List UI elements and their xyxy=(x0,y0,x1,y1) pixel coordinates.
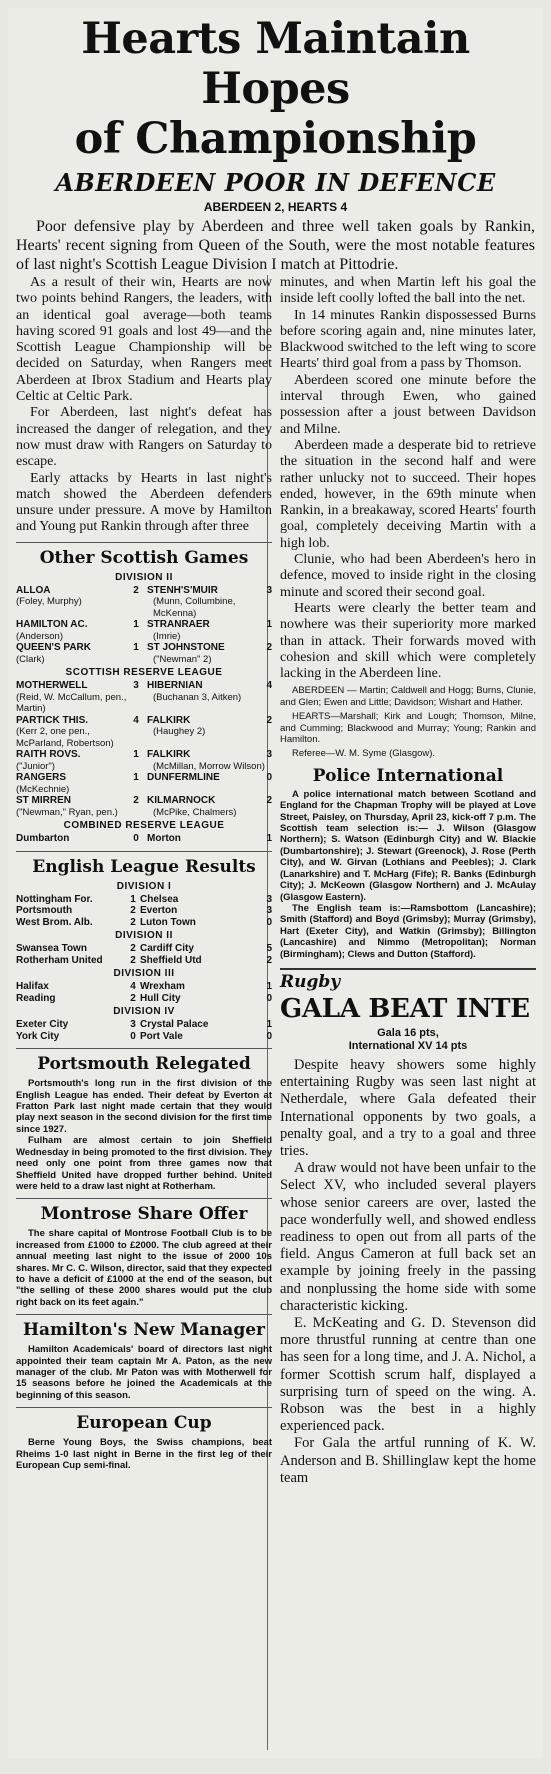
away-score: 0 xyxy=(266,916,272,928)
away-team: FALKIRK xyxy=(147,714,191,726)
police-paragraph: A police international match between Scotland and England for the Chapman Trophy will be played at Love Street, Paisley, on Thursday, April 23, kick-off 7 p.m. The Scottish team selection is:— J. Wilson (Glasgow Northern); S. Watson (Edinburgh City) and W. Blackie (Dumbartonshire); J. Stewart (Greenock), J. Rose (Perth City), and W. Girvan (Lothians and Peebles); J. Clark (Lanarkshire) and T. McHarg (Fife); R. Banks (Edinburgh City); J. McKeown (Glasgow Northern) and J. McAulay (Glasgow Eastern). xyxy=(280,788,536,903)
rugby-score-line-2: International XV 14 pts xyxy=(348,1039,468,1052)
portsmouth-paragraph: Fulham are almost certain to join Sheffield Wednesday in being promoted to the first division. They need only one point from three games now that Sheffield United have dropped further behind. United were held to a draw last night at Rotherham. xyxy=(16,1135,272,1192)
report-paragraph: For Aberdeen, last night's defeat has increased the danger of relegation, and they now must draw with Rangers on Saturday to escape. xyxy=(16,405,272,470)
result-row xyxy=(16,905,272,917)
home-score: 4 xyxy=(130,981,136,993)
home-score: 1 xyxy=(133,619,139,631)
away-team: Cardiff City xyxy=(140,943,194,955)
division-label: DIVISION IV xyxy=(113,1006,175,1018)
report-paragraph: Early attacks by Hearts in last night's match showed the Aberdeen defenders unsure under pressure. A move by Hamilton and Young put Rankin through after three xyxy=(16,470,272,535)
scorers-row xyxy=(16,761,272,773)
result-row xyxy=(16,917,272,929)
away-team: Port Vale xyxy=(140,1030,183,1042)
away-team: Sheffield Utd xyxy=(140,954,202,966)
away-score: 0 xyxy=(266,772,272,784)
result-row xyxy=(16,619,272,631)
headline-line-2: of Championship xyxy=(74,114,477,164)
away-scorers: (Munn, Collumbine, McKenna) xyxy=(153,596,236,619)
away-scorers: ("Newman" 2) xyxy=(153,653,212,665)
scottish-reserve-results xyxy=(16,680,272,818)
english-results xyxy=(16,881,272,1043)
home-team: Reading xyxy=(16,992,56,1004)
rugby-paragraph: E. McKeating and G. D. Stevenson did more thrustful running at centre than one has seen for a long time, and J. A. Nichol, a former Scottish scrum half, displayed a surprising turn of speed on the wing. A. Robson was the best in a highly experienced pack. xyxy=(280,1315,536,1435)
home-score: 1 xyxy=(133,772,139,784)
result-row xyxy=(16,715,272,727)
away-scorers: (McMillan, Morrow Wilson) xyxy=(153,760,265,772)
division-label: DIVISION II xyxy=(115,571,173,583)
away-scorers: (Haughey 2) xyxy=(153,726,206,738)
headline-line-1: Hearts Maintain Hopes xyxy=(81,14,470,114)
home-scorers: ("Junior") xyxy=(16,760,55,772)
result-row xyxy=(16,749,272,761)
home-score: 2 xyxy=(130,916,136,928)
away-team: DUNFERMLINE xyxy=(147,772,220,784)
result-row xyxy=(16,642,272,654)
away-team: STENH'S'MUIR xyxy=(147,584,218,596)
european-cup-title: European Cup xyxy=(16,1407,272,1433)
away-team: HIBERNIAN xyxy=(147,680,203,692)
away-score: 0 xyxy=(266,1030,272,1042)
away-team: Luton Town xyxy=(140,916,196,928)
combined-reserve-results xyxy=(16,833,272,845)
home-team: RAITH ROVS. xyxy=(16,749,81,761)
away-team: Morton xyxy=(147,833,181,845)
away-score: 3 xyxy=(266,893,272,905)
scottish-div2-results xyxy=(16,585,272,666)
report-paragraph: In 14 minutes Rankin dispossessed Burns before scoring again and, nine minutes later, Blackwood switched to the left wing to score Hearts' third goal from a pass by Thomson. xyxy=(280,307,536,372)
home-team: PARTICK THIS. xyxy=(16,714,89,726)
report-paragraph: Aberdeen made a desperate bid to retrieve the situation in the second half and were rather unlucky not to succeed. Their hopes ended, however, in the 69th minute when Rankin, in a breakaway, scored Hearts' fourth goal, completely deceiving Martin with a high lob. xyxy=(280,437,536,551)
home-team: RANGERS xyxy=(16,772,67,784)
away-scorers: (Imrie) xyxy=(153,630,181,642)
home-team: Rotherham United xyxy=(16,954,103,966)
division-label: DIVISION II xyxy=(115,930,173,942)
montrose-title: Montrose Share Offer xyxy=(16,1198,272,1224)
division-label: SCOTTISH RESERVE LEAGUE xyxy=(65,667,223,679)
scorers-row xyxy=(16,631,272,643)
report-paragraph: Clunie, who had been Aberdeen's hero in defence, moved to inside right in the closing minute and scored their second goal. xyxy=(280,552,536,600)
away-team: STRANRAER xyxy=(147,619,210,631)
result-row xyxy=(16,993,272,1005)
division-label: COMBINED RESERVE LEAGUE xyxy=(63,820,225,832)
score-line: ABERDEEN 2, HEARTS 4 xyxy=(203,200,348,214)
report-paragraph: As a result of their win, Hearts are now two points behind Rangers, the leaders, with an identical goal average—both teams having scored 91 goals and lost 49—and the Scottish League Championship will be decided on Saturday, when Rangers meet Aberdeen at Ibrox Stadium and Hearts play Celtic at Celtic Park. xyxy=(16,275,272,405)
home-team: West Brom. Alb. xyxy=(16,916,93,928)
result-row xyxy=(16,894,272,906)
home-team: Halifax xyxy=(16,981,49,993)
home-team: Nottingham For. xyxy=(16,893,93,905)
result-row xyxy=(16,943,272,955)
home-scorers: ("Newman," Ryan, pen.) xyxy=(16,806,118,818)
result-row xyxy=(16,1019,272,1031)
away-score: 1 xyxy=(266,833,272,845)
home-score: 1 xyxy=(130,893,136,905)
scorers-row xyxy=(16,692,272,715)
away-scorers xyxy=(135,784,272,796)
result-row xyxy=(16,772,272,784)
home-score: 2 xyxy=(130,905,136,917)
home-scorers: (Anderson) xyxy=(16,630,63,642)
away-score: 0 xyxy=(266,992,272,1004)
away-team: FALKIRK xyxy=(147,749,191,761)
scorers-row xyxy=(16,784,272,796)
home-team: ALLOA xyxy=(16,584,51,596)
other-games-title: Other Scottish Games xyxy=(16,542,272,568)
away-score: 1 xyxy=(266,619,272,631)
rugby-headline: GALA BEAT INTE xyxy=(280,993,530,1024)
rugby-paragraph: For Gala the artful running of K. W. Anderson and B. Shillinglaw kept the home team xyxy=(280,1435,536,1486)
home-team: Portsmouth xyxy=(16,905,73,917)
home-score: 2 xyxy=(133,795,139,807)
away-team: Wrexham xyxy=(140,981,185,993)
home-score: 3 xyxy=(133,680,139,692)
rugby-score-line-1: Gala 16 pts, xyxy=(377,1026,439,1039)
home-scorers: (Clark) xyxy=(16,653,45,665)
police-paragraph: The English team is:—Ramsbottom (Lancashire); Smith (Stafford) and Boyd (Grimsby); Murray (Grimsby), Hart (Exeter City), and Watkin (Grimsby); Billington (Lancashire) and Nimmo (Metropolitan); Norman (Birmingham); Clews and Dutton (Stafford). xyxy=(280,902,536,960)
scorers-row xyxy=(16,596,272,619)
result-row xyxy=(16,981,272,993)
home-score: 2 xyxy=(130,943,136,955)
away-team: Chelsea xyxy=(140,893,179,905)
home-team: Exeter City xyxy=(16,1019,69,1031)
away-team: ST JOHNSTONE xyxy=(147,642,225,654)
scorers-row xyxy=(16,726,272,749)
away-score: 1 xyxy=(266,1019,272,1031)
result-row xyxy=(16,833,272,845)
home-score: 2 xyxy=(130,992,136,1004)
hearts-team: HEARTS—Marshall; Kirk and Lough; Thomson, Milne, and Cumming; Blackwood and Murray; Young; Rankin and Hamilton. xyxy=(280,711,536,746)
left-column xyxy=(16,275,272,1471)
away-score: 5 xyxy=(266,943,272,955)
home-team: QUEEN'S PARK xyxy=(16,642,91,654)
home-score: 3 xyxy=(130,1019,136,1031)
report-paragraph: Aberdeen scored one minute before the interval through Ewen, who gained possession after a joust between Davidson and Milne. xyxy=(280,372,536,437)
away-team: Everton xyxy=(140,905,178,917)
portsmouth-paragraph: Portsmouth's long run in the first division of the English League has ended. Their defeat by Everton at Fratton Park last night made certain that they would play next season in the second division for the first time since 1927. xyxy=(16,1078,272,1135)
home-scorers: (Kerr 2, one pen., McParland, Robertson) xyxy=(16,726,114,749)
away-score: 3 xyxy=(266,584,272,596)
home-scorers: (Reid, W. McCallum, pen., Martin) xyxy=(16,691,127,715)
away-team: Crystal Palace xyxy=(140,1019,209,1031)
european-cup-paragraph: Berne Young Boys, the Swiss champions, beat Rheims 1-0 last night in Berne in the first leg of their European Cup semi-final. xyxy=(16,1437,272,1471)
home-scorers: (McKechnie) xyxy=(16,783,70,795)
main-headline xyxy=(8,14,543,164)
away-score: 3 xyxy=(266,749,272,761)
result-row xyxy=(16,1031,272,1043)
home-score: 0 xyxy=(130,1030,136,1042)
english-results-title: English League Results xyxy=(16,851,272,877)
home-team: HAMILTON AC. xyxy=(16,619,88,631)
subheadline: ABERDEEN POOR IN DEFENCE xyxy=(55,168,496,197)
away-score: 1 xyxy=(266,981,272,993)
rugby-score xyxy=(280,1027,536,1053)
home-team: Swansea Town xyxy=(16,943,87,955)
away-scorers: (Buchanan 3, Aitken) xyxy=(153,691,242,703)
home-score: 1 xyxy=(133,749,139,761)
hamilton-title: Hamilton's New Manager xyxy=(16,1314,272,1340)
home-score: 2 xyxy=(130,954,136,966)
right-column xyxy=(280,275,536,1487)
home-team: York City xyxy=(16,1030,60,1042)
division-label: DIVISION I xyxy=(116,880,172,892)
scorers-row xyxy=(16,654,272,666)
home-score: 2 xyxy=(133,584,139,596)
home-score: 4 xyxy=(133,714,139,726)
home-score: 1 xyxy=(133,642,139,654)
away-team: KILMARNOCK xyxy=(147,795,216,807)
result-row xyxy=(16,680,272,692)
away-score: 2 xyxy=(266,642,272,654)
report-paragraph: Hearts were clearly the better team and nowhere was their superiority more marked than in attack. Their forwards moved with cohesion and skill which were completely lacking in the Aberdeen line. xyxy=(280,600,536,682)
away-score: 3 xyxy=(266,905,272,917)
home-scorers: (Foley, Murphy) xyxy=(16,596,82,608)
result-row xyxy=(16,955,272,967)
portsmouth-title: Portsmouth Relegated xyxy=(16,1048,272,1074)
rugby-paragraph: Despite heavy showers some highly entertaining Rugby was seen last night at Netherdale, where Gala defeated their International opponents by two goals, a penalty goal, and a try to a goal and three tries. xyxy=(280,1056,536,1159)
scorers-row xyxy=(16,807,272,819)
rugby-section-tag: Rugby xyxy=(280,968,536,992)
home-team: MOTHERWELL xyxy=(16,680,88,692)
result-row xyxy=(16,795,272,807)
away-team: Hull City xyxy=(140,992,181,1004)
report-paragraph: minutes, and when Martin left his goal the inside left coolly lofted the ball into the net. xyxy=(280,275,536,307)
referee: Referee—W. M. Syme (Glasgow). xyxy=(292,748,436,760)
intro-paragraph: Poor defensive play by Aberdeen and three well taken goals by Rankin, Hearts' recent signing from Queen of the South, were the most notable features of last night's Scottish League Division I match at Pittodrie. xyxy=(16,218,535,273)
police-title: Police International xyxy=(312,765,504,786)
result-row xyxy=(16,585,272,597)
home-score: 0 xyxy=(133,833,139,845)
newspaper-page xyxy=(8,8,543,1758)
away-score: 2 xyxy=(266,954,272,966)
division-label: DIVISION III xyxy=(113,968,175,980)
rugby-paragraph: A draw would not have been unfair to the Select XV, who included several players whose senior careers are over, lasted the pace wonderfully well, and showed endless readiness to open out from all parts of the field. Angus Cameron at full back set an example by joining freely in the passing and nonplussing the home side with some characteristic kicking. xyxy=(280,1160,536,1314)
away-scorers: (McPike, Chalmers) xyxy=(153,806,237,818)
home-team: ST MIRREN xyxy=(16,795,71,807)
away-score: 4 xyxy=(266,680,272,692)
aberdeen-team: ABERDEEN — Martin; Caldwell and Hogg; Burns, Clunie, and Glen; Ewen and Little; Davidson; Wishart and Hather. xyxy=(280,685,536,708)
hamilton-paragraph: Hamilton Academicals' board of directors last night appointed their team captain Mr A. Paton, as the new manager of the club. Mr Paton was with Motherwell for 15 seasons before he joined the Academicals at the beginning of this season. xyxy=(16,1344,272,1401)
home-team: Dumbarton xyxy=(16,833,70,845)
away-score: 2 xyxy=(266,795,272,807)
montrose-paragraph: The share capital of Montrose Football Club is to be increased from £1000 to £2000. The club agreed at their annual meeting last night to the issue of 2000 10s shares. Mr C. C. Wilson, director, said that they expected to have a deficit of £1000 at the end of the season, but "the selling of these 2000 shares would put the club right back on its feet again." xyxy=(16,1228,272,1308)
away-score: 2 xyxy=(266,714,272,726)
